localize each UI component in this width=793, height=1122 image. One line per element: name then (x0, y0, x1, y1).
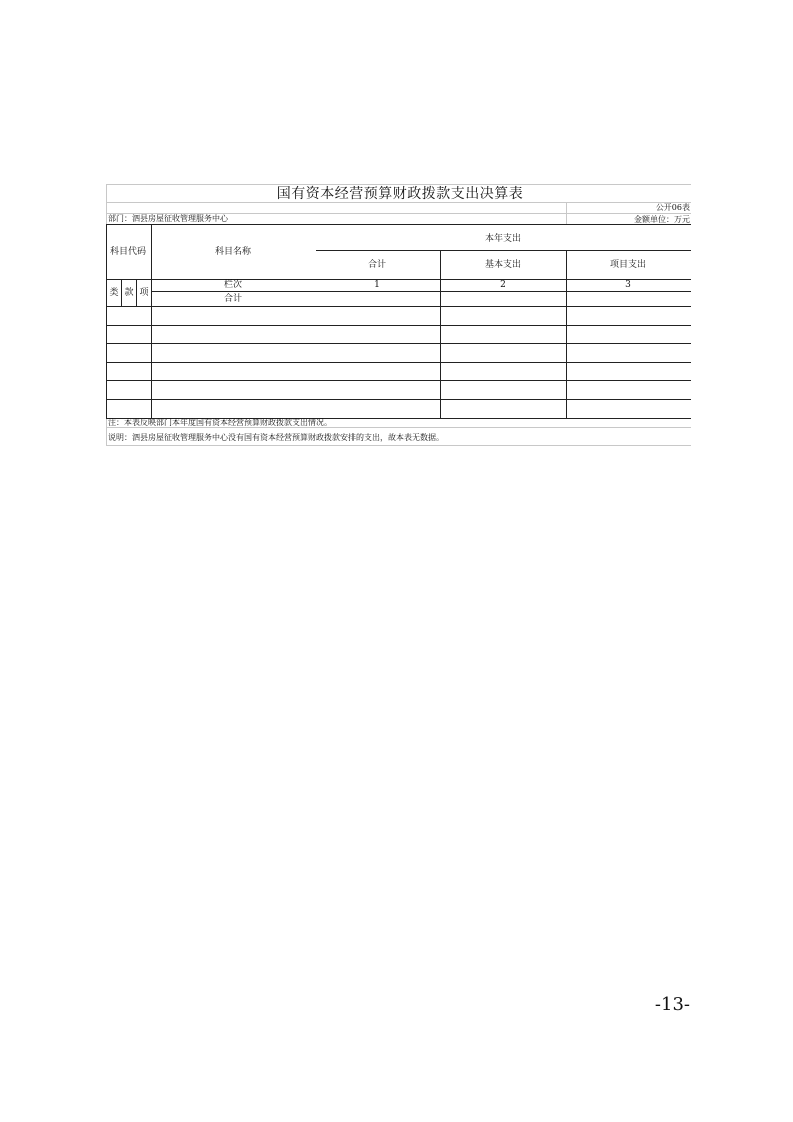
index-col-3: 3 (625, 280, 631, 290)
explanation-text: 说明：泗县房屋征收管理服务中心没有国有资本经营预算财政拨款安排的支出，故本表无数据。 (108, 433, 444, 442)
note-text: 注：本表反映部门本年度国有资本经营预算财政拨款支出情况。 (108, 418, 332, 427)
index-col-2: 2 (500, 280, 506, 290)
row-line-2 (106, 343, 691, 344)
frame-bottom-line (106, 445, 691, 446)
row-line-5 (106, 399, 691, 400)
row-line-3 (106, 362, 691, 363)
header-mid-line (316, 250, 691, 251)
table-left-border (106, 224, 107, 418)
report-title: 国有资本经营预算财政拨款支出决算表 (276, 186, 524, 202)
header-total: 合计 (367, 260, 387, 270)
header-code-group: 科目代码 (109, 247, 147, 257)
header-kuan: 款 (124, 288, 134, 298)
lei-kuan-divider (121, 279, 122, 306)
title-bottom-line (106, 202, 691, 203)
unit-label: 金额单位：万元 (634, 215, 690, 224)
kuan-xiang-divider (136, 279, 137, 306)
row-line-4 (106, 380, 691, 381)
index-col-1: 1 (374, 280, 380, 290)
form-code: 公开06表 (655, 203, 690, 212)
total-row-line (106, 306, 691, 307)
row-line-1 (106, 325, 691, 326)
total-basic-divider (440, 250, 441, 418)
notes-divider (106, 427, 691, 428)
header-current-year: 本年支出 (484, 234, 522, 244)
header-lei: 类 (109, 288, 119, 298)
header-subject-name: 科目名称 (214, 247, 252, 257)
index-row-line (151, 291, 691, 292)
table-top-border (106, 224, 691, 225)
code-name-divider (151, 224, 152, 418)
header-xiang: 项 (139, 288, 149, 298)
header-bottom-line (106, 279, 691, 280)
frame-top-line (106, 184, 691, 185)
page-number: -13- (654, 994, 690, 1015)
basic-project-divider (566, 250, 567, 418)
header-project: 项目支出 (609, 260, 647, 270)
index-row-label: 栏次 (223, 280, 243, 290)
total-row-label: 合计 (223, 294, 243, 304)
header-basic: 基本支出 (484, 260, 522, 270)
info-divider (566, 202, 567, 224)
department-label: 部门：泗县房屋征收管理服务中心 (108, 214, 228, 223)
